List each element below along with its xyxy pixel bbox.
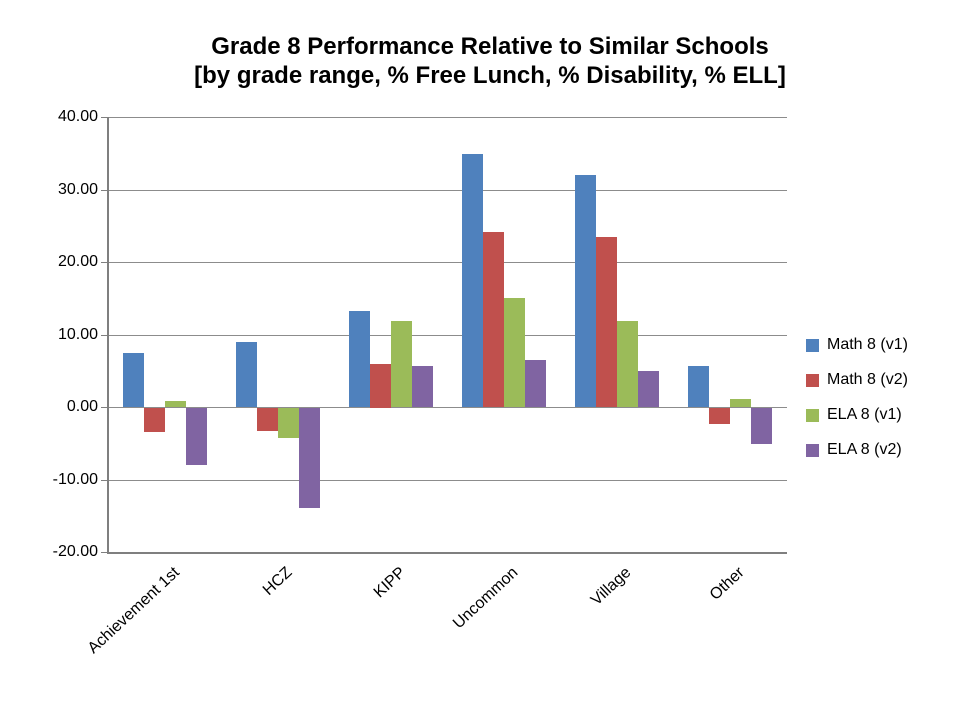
gridline [108,480,787,481]
y-axis-line [107,117,109,553]
ela-8-v2-bar-uncommon [525,360,546,407]
ela-8-v1-bar-hcz [278,408,299,438]
math-8-v1-bar-achievement-1st [123,353,144,407]
y-axis-label: -10.00 [52,471,98,488]
ela-8-v2-bar-other [751,408,772,444]
ela-8-v1-bar-other [730,399,751,407]
legend-label-ela-8-v1: ELA 8 (v1) [827,406,902,423]
legend-swatch-math-8-v2 [806,374,819,387]
legend-label-ela-8-v2: ELA 8 (v2) [827,441,902,458]
math-8-v1-bar-hcz [236,342,257,407]
math-8-v2-bar-kipp [370,364,391,408]
legend [806,336,908,476]
x-axis-label-other: Other [706,564,748,604]
gridline [108,335,787,336]
gridline [108,407,787,408]
legend-label-math-8-v2: Math 8 (v2) [827,371,908,388]
legend-item-ela-8-v2 [806,441,908,459]
x-axis-label-village: Village [588,564,635,609]
ela-8-v1-bar-village [617,321,638,407]
y-axis-label: 40.00 [57,108,98,125]
gridline [108,190,787,191]
ela-8-v2-bar-hcz [299,408,320,508]
chart-title [20,32,960,90]
ela-8-v1-bar-kipp [391,321,412,407]
legend-item-ela-8-v1 [806,406,908,424]
chart-title-line1: Grade 8 Performance Relative to Similar Schools [211,33,769,60]
y-axis-label: 10.00 [57,326,98,343]
math-8-v2-bar-other [709,408,730,424]
legend-item-math-8-v1 [806,336,908,354]
math-8-v1-bar-kipp [349,311,370,407]
ela-8-v1-bar-achievement-1st [165,401,186,407]
x-axis-label-hcz: HCZ [259,564,296,599]
x-axis-label-kipp: KIPP [370,564,409,602]
y-axis-label: 20.00 [57,253,98,270]
math-8-v2-bar-hcz [257,408,278,431]
ela-8-v2-bar-village [638,371,659,407]
math-8-v1-bar-village [575,175,596,407]
x-axis-label-uncommon: Uncommon [450,564,522,633]
legend-swatch-math-8-v1 [806,339,819,352]
legend-swatch-ela-8-v1 [806,409,819,422]
legend-swatch-ela-8-v2 [806,444,819,457]
x-axis-label-achievement-1st: Achievement 1st [84,564,183,658]
ela-8-v1-bar-uncommon [504,298,525,407]
ela-8-v2-bar-kipp [412,366,433,407]
ela-8-v2-bar-achievement-1st [186,408,207,465]
chart-title-line2: [by grade range, % Free Lunch, % Disability, % ELL] [194,62,786,89]
legend-label-math-8-v1: Math 8 (v1) [827,336,908,353]
math-8-v2-bar-achievement-1st [144,408,165,432]
gridline [108,262,787,263]
x-axis-line [107,552,787,554]
math-8-v2-bar-uncommon [483,232,504,407]
gridline [108,117,787,118]
math-8-v2-bar-village [596,237,617,407]
y-axis-label: 0.00 [66,398,98,415]
y-axis-label: -20.00 [52,543,98,560]
math-8-v1-bar-other [688,366,709,407]
legend-item-math-8-v2 [806,371,908,389]
y-axis-label: 30.00 [57,181,98,198]
math-8-v1-bar-uncommon [462,154,483,407]
